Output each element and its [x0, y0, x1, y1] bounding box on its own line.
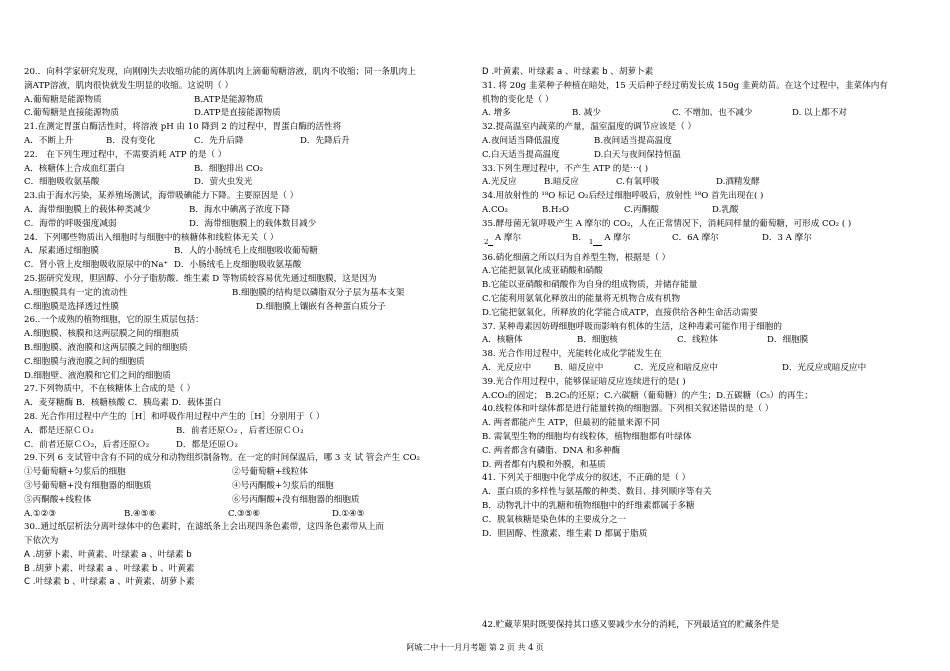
answer-option: B.④⑤⑥	[124, 508, 157, 519]
left-line: 22． 在下列生理过程中，不需要消耗 ATP 的是（ ）	[24, 149, 227, 160]
answer-option	[672, 232, 762, 252]
right-line: 33.下列生理过程中，不产生 ATP 的是⋯( )	[482, 163, 649, 174]
option-row	[24, 94, 472, 108]
answer-option: B．没有变化	[106, 135, 156, 146]
answer-option: A．海带细胞膜上的载体种类减少	[24, 204, 151, 215]
page-footer: 阿城二中十一月月考题 第 2 页 共 4 页	[406, 643, 544, 652]
left-line: B.细胞膜、液泡膜和这两层膜之间的细胞质	[24, 342, 188, 353]
question-42: 42.贮藏苹果时既要保持其口感又要减少水分的消耗，下列最适宜的贮藏条件是	[482, 620, 780, 630]
option-row	[24, 245, 472, 259]
option-label: D．	[762, 232, 778, 243]
left-line: 25.据研究发现，胆固醇、小分子脂肪酸、维生素 D 等物质较容易优先通过细胞膜，这是因为	[24, 273, 377, 284]
answer-option: A．光反应中	[482, 362, 532, 373]
right-line: 34.用放射性的 ¹⁸O 标记 O₂后经过细胞呼吸后，放射性 ¹⁸O 首先出现在( )	[482, 191, 764, 202]
option-row	[24, 301, 472, 315]
option-row	[24, 466, 472, 480]
answer-option: C．肾小管上皮细胞吸收原尿中的Na⁺	[24, 260, 169, 271]
answer-option: ②号葡萄糖+线粒体	[232, 467, 308, 478]
answer-option: C.③⑤⑥	[228, 508, 261, 519]
option-label: C．	[672, 232, 688, 243]
answer-option: C．海带的呼吸强度减弱	[24, 218, 117, 229]
option-row	[482, 149, 928, 163]
left-line: C.细胞膜与液泡膜之间的细胞质	[24, 356, 145, 367]
fraction	[484, 239, 493, 248]
option-row	[24, 259, 472, 273]
answer-option: A.夜间适当降低温度	[482, 135, 560, 146]
answer-option: D.ATP是直接能源物质	[194, 108, 281, 119]
left-line: 30..通过纸层析法分离叶绿体中的色素时，在滤纸条上会出现四条色素带，这四条色素带从上而	[24, 522, 385, 533]
right-line: 39.光合作用过程中，能够保证暗反应连续进行的是( )	[482, 376, 686, 387]
answer-option: D. 以上都不对	[792, 108, 848, 119]
right-line: B．动物乳汁中的乳糖和植物细胞中的纤维素都属于多糖	[482, 500, 695, 511]
right-line: 37. 某种毒素因妨碍细胞呼吸而影响有机体的生活，这种毒素可能作用于细胞的	[482, 321, 782, 332]
option-row	[24, 439, 472, 453]
left-line: 23.由于海水污染，某养殖场测试，海带吸碘能力下降。主要原因是（ ）	[24, 191, 299, 202]
left-line: A.细胞膜、核膜和这两层膜之间的细胞质	[24, 329, 180, 340]
option-row	[24, 218, 472, 232]
answer-option: D．萤火虫发光	[194, 177, 253, 188]
answer-option: D．小肠绒毛上皮细胞吸收氨基酸	[174, 260, 302, 271]
right-line: D．胆固醇、性激素、维生素 D 都属于脂质	[482, 528, 648, 539]
option-text: A 摩尔	[604, 232, 631, 243]
option-row	[24, 176, 472, 190]
answer-option: A．都是还原ＣＯ₂	[24, 425, 94, 436]
option-text: 3 A 摩尔	[777, 232, 812, 243]
right-line: 32.提高温室内蔬菜的产量，温室温度的调节应该是（ ）	[482, 122, 697, 133]
left-line: 滴ATP溶液，肌肉很快就发生明显的收缩。这说明（ ）	[24, 80, 234, 91]
answer-option: C.葡萄糖是直接能源物质	[24, 108, 119, 119]
answer-option: A．尿素通过细胞膜	[24, 246, 99, 257]
left-line: 26..一个成熟的植物细胞，它的原生质层包括：	[24, 315, 204, 326]
answer-option: C．光反应和暗反应中	[634, 362, 718, 373]
answer-option	[762, 232, 862, 252]
answer-option: A.CO₂	[482, 204, 509, 215]
option-row	[482, 107, 928, 121]
left-line: 27.下列物质中，不在核糖体上合成的是（ ）	[24, 384, 196, 395]
answer-option: B.细胞膜的结构是以磷脂双分子层为基本支架	[232, 287, 405, 298]
answer-option	[572, 232, 672, 252]
right-line: D .叶黄素、叶绿素 a 、叶绿素 b 、胡萝卜素	[482, 67, 654, 77]
answer-option: ⑤丙酮酸+线粒体	[24, 494, 92, 505]
answer-option: B．细胞核	[577, 335, 618, 346]
left-line: C .叶绿素 b 、叶绿素 a 、叶黄素、胡萝卜素	[24, 577, 195, 588]
answer-option: C. 不增加、也不减少	[672, 108, 753, 119]
answer-option: B．人的小肠绒毛上皮细胞吸收葡萄糖	[174, 246, 318, 257]
right-line: 36.硝化细菌之所以归为自养型生物，根据是（ ）	[482, 252, 671, 263]
fraction-option-row	[482, 232, 928, 252]
answer-option: D．海带细胞膜上的载体数目减少	[189, 218, 317, 229]
fraction-bar	[488, 245, 492, 246]
option-row	[482, 176, 928, 190]
right-line: A.它能把氨氧化成亚硝酸和硝酸	[482, 266, 603, 277]
answer-option: D．先降后升	[300, 135, 350, 146]
left-line: 29.下列 6 支试管中含有不同的成分和动物组织制备物。在一定的时间保温后，哪 3 支 试 管会产生 CO₂	[24, 453, 420, 464]
answer-option: B．前者还原Ｏ₂ ，后者还原ＣＯ₂	[176, 425, 304, 436]
answer-option: D.①④⑤	[332, 508, 365, 519]
option-row	[24, 163, 472, 177]
right-line: 41. 下列关于细胞中化学成分的叙述，不正确的是（ ）	[482, 473, 691, 484]
answer-option: A. 增多	[482, 108, 511, 119]
answer-option	[482, 232, 572, 252]
right-line: B.它能以亚硝酸和硝酸作为自身的组成物质，并储存能量	[482, 280, 698, 291]
answer-option: C．前者还原ＣＯ₂，后者还原Ｏ₂	[24, 439, 150, 450]
left-line: B .胡萝卜素、叶绿素 a 、叶绿素 b 、叶黄素	[24, 563, 195, 574]
option-text: A 摩尔	[494, 232, 522, 243]
answer-option: D.酒精发酵	[716, 177, 760, 188]
option-row	[24, 135, 472, 149]
answer-option: B．海水中碘离子浓度下降	[189, 204, 290, 215]
answer-option: ①号葡萄糖+匀浆后的细胞	[24, 467, 126, 478]
left-line: A．麦芽糖酶 B．核糖核酸 C．胰岛素 D．载体蛋白	[24, 398, 222, 409]
answer-option: A．核糖体	[482, 335, 523, 346]
answer-option: A．核糖体上合成血红蛋白	[24, 163, 125, 174]
right-line: 机物的变化是（ ）	[482, 94, 554, 105]
left-line: 21.在测定胃蛋白酶活性时，将溶液 pH 由 10 降到 2 的过程中，胃蛋白酶的活性将	[24, 122, 342, 133]
answer-option: D．细胞膜	[767, 335, 809, 346]
answer-option: C．线粒体	[677, 335, 718, 346]
answer-option: D．都是还原Ｏ₂	[176, 439, 238, 450]
right-line: A. 两者都能产生 ATP，但最初的能量来源不同	[482, 418, 660, 429]
answer-option: D．光反应或暗反应中	[782, 362, 867, 373]
right-line: C. 两者都含有磷脂、DNA 和多种酶	[482, 445, 621, 456]
answer-option: B．暗反应中	[554, 362, 604, 373]
right-line: A．蛋白质的多样性与氨基酸的种类、数目、排列顺序等有关	[482, 487, 712, 498]
fraction	[589, 239, 602, 248]
option-row	[24, 107, 472, 121]
answer-option: B.暗反应	[544, 177, 579, 188]
answer-option: C.细胞膜是选择透过性膜	[24, 301, 119, 312]
option-row	[24, 287, 472, 301]
answer-option: C.白天适当提高温度	[482, 149, 560, 160]
answer-option: B.ATP是能源物质	[194, 94, 264, 105]
option-row	[24, 480, 472, 494]
option-label: B．	[572, 232, 587, 243]
option-text: 6A 摩尔	[687, 232, 719, 243]
answer-option: A．不断上升	[24, 135, 74, 146]
left-line: 下依次为	[24, 536, 59, 547]
option-row	[24, 425, 472, 439]
right-column	[482, 66, 928, 541]
answer-option: D.乳酸	[712, 204, 739, 215]
right-line: 31. 将 20g 韭菜种子种植在暗处，15 天后种子经过萌发长成 150g 韭黄幼苗。在这个过程中，韭菜体内有	[482, 80, 888, 91]
answer-option: C.丙酮酸	[624, 204, 659, 215]
left-line: D.细胞壁、液泡膜和它们之间的细胞质	[24, 370, 171, 381]
option-row	[482, 204, 928, 218]
option-row	[482, 362, 928, 376]
right-line: 35.酵母菌无氧呼吸产生 A 摩尔的 CO₂，人在正常情况下，消耗同样量的葡萄糖，可形成 CO₂ ( )	[482, 218, 852, 229]
left-line: 20.．向科学家研究发现，向刚刚失去收缩功能的离体肌肉上滴葡萄糖溶液，肌肉不收缩；同一条肌肉上	[24, 67, 416, 77]
option-row	[482, 334, 928, 348]
answer-option: C．细胞吸收氨基酸	[24, 177, 100, 188]
right-line: C.它能利用氨氧化释放出的能量将无机物合成有机物	[482, 293, 681, 304]
option-row	[24, 494, 472, 508]
left-line: 28. 光合作用过程中产生的［H］和呼吸作用过程中产生的［H］分别用于（ ）	[24, 411, 325, 422]
answer-option: ③号葡萄糖+没有细胞器的细胞质	[24, 480, 152, 491]
answer-option: A.①②③	[24, 508, 57, 519]
option-row	[24, 508, 472, 522]
answer-option: ⑥号丙酮酸+没有细胞器的细胞质	[232, 494, 360, 505]
right-line: B. 需氧型生物的细胞均有线粒体，植物细胞都有叶绿体	[482, 431, 692, 442]
answer-option: D.白天与夜间保持恒温	[594, 149, 681, 160]
answer-option: B．细胞排出 CO₂	[194, 163, 264, 174]
fraction-bar	[593, 245, 602, 246]
answer-option: B.夜间适当提高温度	[594, 135, 672, 146]
answer-option: B.H₂O	[542, 204, 570, 215]
answer-option: C.有氧呼吸	[616, 177, 660, 188]
fraction-numerator: 1	[588, 238, 594, 246]
answer-option: B. 减少	[572, 108, 601, 119]
answer-option: ④号丙酮酸+匀浆后的细胞	[232, 480, 334, 491]
right-line: D. 两者都有内膜和外膜，和基质	[482, 459, 606, 470]
answer-option: C．先升后降	[194, 135, 244, 146]
right-line: A.CO₂的固定； B.2C₃的还原；C.六碳糖（葡萄糖）的产生；D.五碳糖（C₅）的再生；	[482, 390, 813, 401]
answer-option: A.葡萄糖是能源物质	[24, 94, 102, 105]
right-line: C．脱氧核糖是染色体的主要成分之一	[482, 514, 627, 525]
fraction-numerator: 2	[484, 238, 489, 246]
left-line: 24．下列哪些物质出入细胞时与细胞中的核糖体和线粒体无关（ ）	[24, 232, 279, 243]
option-row	[482, 135, 928, 149]
answer-option: D.细胞膜上镶嵌有各种蛋白质分子	[256, 301, 386, 312]
option-row	[24, 204, 472, 218]
right-line: D.它能把氨氧化，所释放的化学能合成ATP，直接供给各种生命活动需要	[482, 307, 758, 318]
right-line: 40.线粒体和叶绿体都是进行能量转换的细胞器。下列相关叙述错误的是（ ）	[482, 404, 774, 415]
answer-option: A.光反应	[482, 177, 517, 188]
left-line: A .胡萝卜素、叶黄素、叶绿素 a 、叶绿素 b	[24, 549, 192, 560]
right-line: 38. 光合作用过程中，光能转化成化学能发生在	[482, 349, 662, 360]
left-column	[24, 66, 472, 590]
answer-option: A.细胞膜具有一定的流动性	[24, 287, 128, 298]
